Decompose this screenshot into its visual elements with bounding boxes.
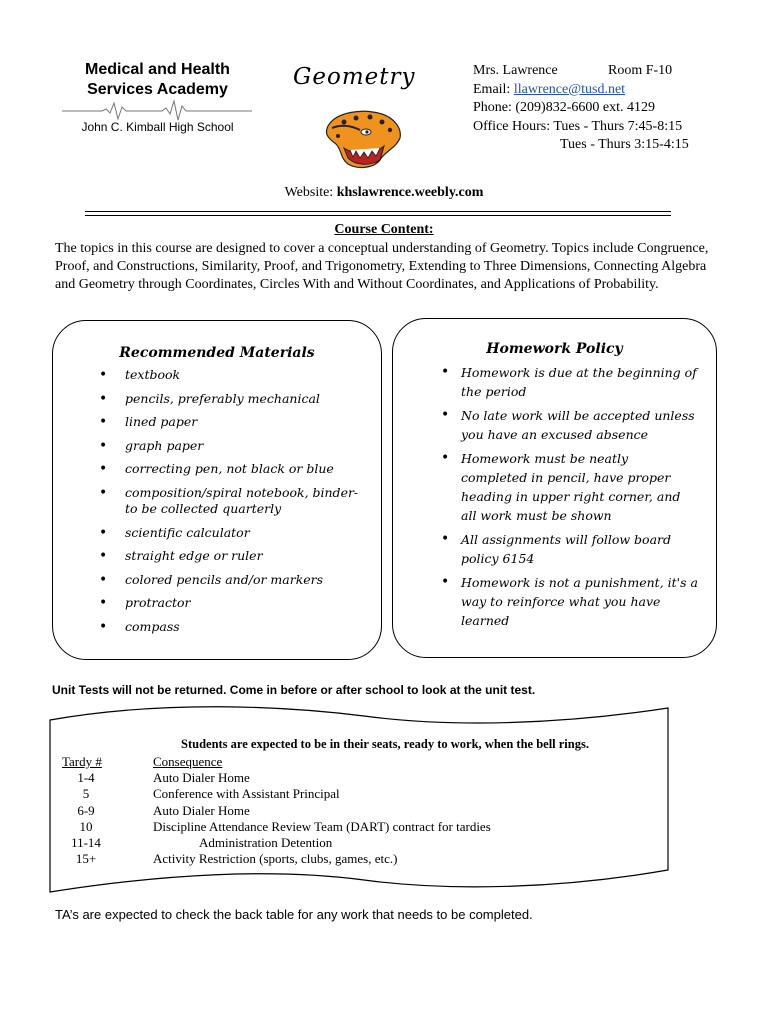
course-content-title: Course Content: — [334, 222, 434, 237]
office-hours-1: Office Hours: Tues - Thurs 7:45-8:15 — [473, 118, 683, 134]
consequence: Auto Dialer Home — [153, 770, 250, 786]
tardy-policy-heading: Students are expected to be in their seats, ready to work, when the bell rings. — [181, 737, 589, 751]
tardy-table — [62, 754, 491, 867]
list-item: • graph paper — [53, 438, 381, 455]
room-number: Room F-10 — [608, 63, 673, 78]
list-item: • composition/spiral notebook, binder- to be collected quarterly — [53, 485, 381, 518]
consequence: Auto Dialer Home — [153, 802, 250, 818]
consequence: Discipline Attendance Review Team (DART) contract for tardies — [153, 818, 491, 834]
consequence: Conference with Assistant Principal — [153, 786, 340, 802]
materials-box — [52, 320, 382, 660]
academy-name — [60, 60, 255, 100]
divider-bottom — [85, 215, 671, 216]
list-item: • straight edge or ruler — [53, 548, 381, 565]
website-url[interactable]: khslawrence.weebly.com — [336, 185, 484, 200]
office-hours-2: Tues - Thurs 3:15-4:15 — [560, 137, 689, 152]
materials-title: Recommended Materials — [119, 345, 315, 361]
list-item: • scientific calculator — [53, 525, 381, 542]
teacher-name: Mrs. Lawrence — [473, 63, 558, 78]
divider-top — [85, 211, 671, 212]
academy-line-2: Services Academy — [87, 81, 228, 98]
unit-tests-note: Unit Tests will not be returned. Come in before or after school to look at the unit test. — [52, 683, 536, 697]
table-row — [62, 835, 491, 851]
list-item: • textbook — [53, 367, 381, 384]
tardy-column-header: Tardy # — [62, 754, 102, 769]
tardy-count: 10 — [79, 818, 93, 834]
contact-info — [473, 62, 689, 155]
table-row — [62, 803, 491, 819]
list-item: • colored pencils and/or markers — [53, 572, 381, 589]
ta-note: TA’s are expected to check the back table for any work that needs to be completed. — [55, 907, 533, 922]
list-item: • Homework is not a punishment, it's a way to reinforce what you have learned — [393, 573, 716, 630]
list-item: • protractor — [53, 595, 381, 612]
list-item: • Homework is due at the beginning of the period — [393, 363, 716, 401]
consequence-column-header: Consequence — [153, 754, 223, 769]
email-label: Email: — [473, 81, 514, 97]
consequence: Activity Restriction (sports, clubs, games, etc.) — [153, 851, 398, 867]
jaguar-mascot-icon — [322, 108, 404, 170]
materials-list — [53, 367, 381, 635]
list-item: • lined paper — [53, 414, 381, 431]
academy-line-1: Medical and Health — [85, 61, 230, 78]
table-row — [62, 786, 491, 802]
tardy-count: 11-14 — [71, 835, 101, 851]
homework-list — [393, 363, 716, 630]
school-name: John C. Kimball High School — [81, 120, 234, 134]
consequence: Administration Detention — [199, 835, 333, 851]
homework-title: Homework Policy — [486, 341, 623, 357]
table-row — [62, 770, 491, 786]
homework-box — [392, 318, 717, 658]
phone-number: Phone: (209)832-6600 ext. 4129 — [473, 100, 655, 115]
list-item: • Homework must be neatly completed in pencil, have proper heading in upper right corner, and all work must be shown — [393, 449, 716, 525]
table-row — [62, 819, 491, 835]
subject-title: Geometry — [293, 64, 416, 90]
course-content-body: The topics in this course are designed to cover a conceptual understanding of Geometry. Topics include Congruence, Proof, and Constructions, Similarity, Proof, and Trigonometry, Extending to Three Dimensions, Connecting Algebra and Geometry through Coordinates, Circles With and Without Coordinates, and Applications of Probability. — [55, 241, 709, 292]
tardy-count: 15+ — [75, 851, 97, 867]
list-item: • No late work will be accepted unless you have an excused absence — [393, 406, 716, 444]
list-item: • pencils, preferably mechanical — [53, 391, 381, 408]
heartbeat-line-icon — [62, 99, 252, 121]
tardy-count: 6-9 — [77, 802, 95, 818]
website-line — [0, 185, 768, 201]
website-label: Website: — [284, 185, 337, 200]
list-item: • All assignments will follow board policy 6154 — [393, 530, 716, 568]
list-item: • correcting pen, not black or blue — [53, 461, 381, 478]
tardy-count: 1-4 — [77, 770, 95, 786]
tardy-count: 5 — [82, 786, 90, 802]
email-link[interactable]: llawrence@tusd.net — [513, 81, 626, 97]
table-row — [62, 851, 491, 867]
table-header — [62, 754, 491, 770]
list-item: • compass — [53, 619, 381, 636]
